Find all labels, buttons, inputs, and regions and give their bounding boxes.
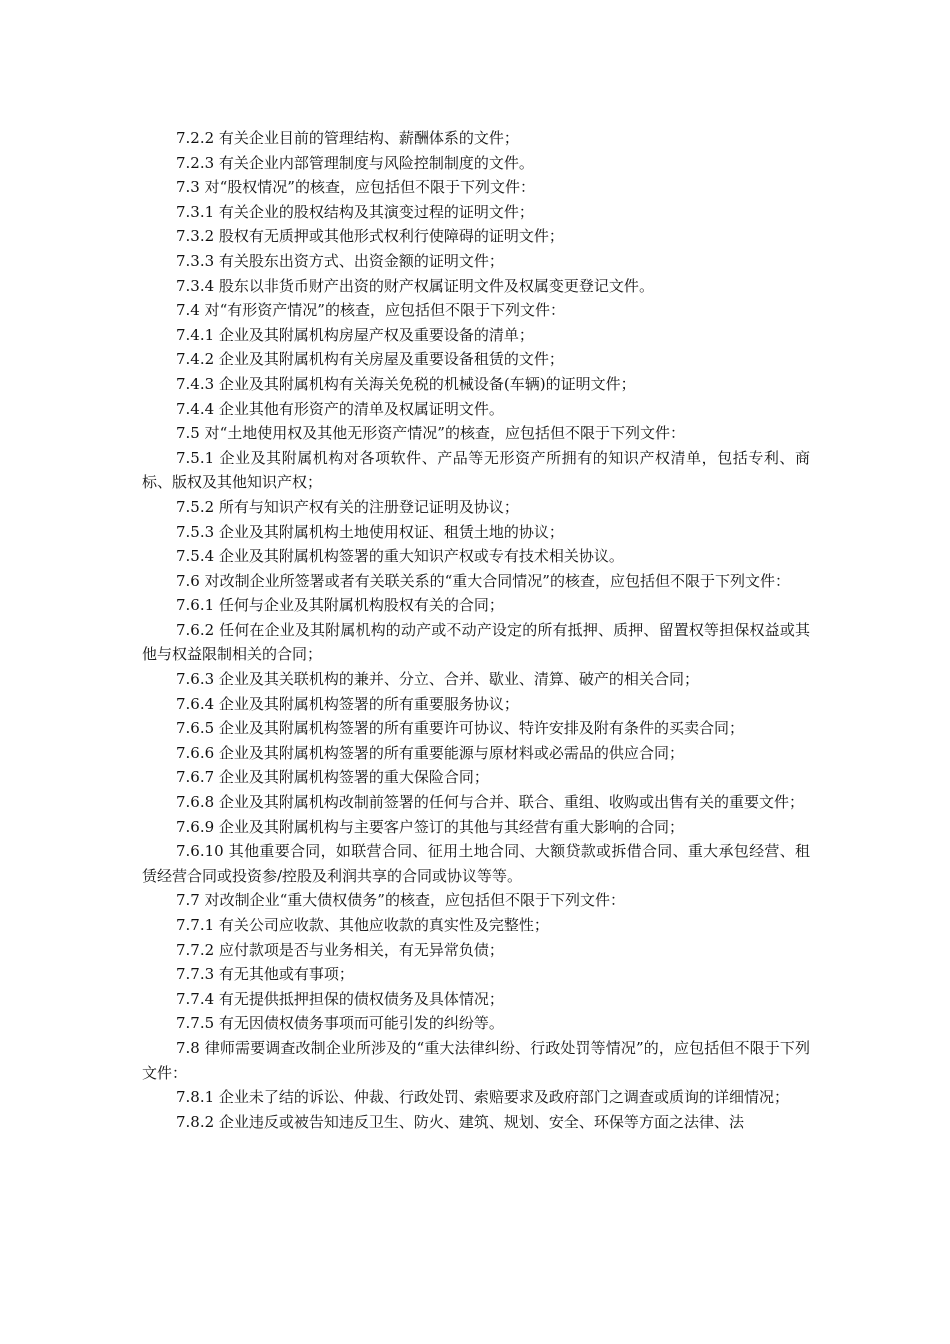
paragraph: 7.8 律师需要调查改制企业所涉及的“重大法律纠纷、行政处罚等情况”的，应包括但不限于下列文件：	[142, 1038, 810, 1082]
paragraph: 7.4.2 企业及其附属机构有关房屋及重要设备租赁的文件；	[176, 350, 564, 369]
paragraph: 7.6.8 企业及其附属机构改制前签署的任何与合并、联合、重组、收购或出售有关的重要文件；	[176, 793, 804, 812]
paragraph: 7.5.3 企业及其附属机构土地使用权证、租赁土地的协议；	[176, 522, 564, 541]
paragraph: 7.4.3 企业及其附属机构有关海关免税的机械设备(车辆)的证明文件；	[176, 374, 636, 393]
paragraph: 7.6.6 企业及其附属机构签署的所有重要能源与原材料或必需品的供应合同；	[176, 743, 684, 762]
paragraph: 7.2.3 有关企业内部管理制度与风险控制制度的文件。	[176, 153, 534, 172]
paragraph: 7.7.1 有关公司应收款、其他应收款的真实性及完整性；	[176, 916, 549, 934]
paragraph: 7.6.5 企业及其附属机构签署的所有重要许可协议、特许安排及附有条件的买卖合同；	[176, 719, 744, 738]
paragraph: 7.5.2 所有与知识产权有关的注册登记证明及协议；	[176, 497, 519, 516]
paragraph: 7.3.3 有关股东出资方式、出资金额的证明文件；	[176, 251, 504, 270]
paragraph: 7.3.4 股东以非货币财产出资的财产权属证明文件及权属变更登记文件。	[176, 276, 654, 295]
paragraph: 7.2.2 有关企业目前的管理结构、薪酬体系的文件；	[176, 129, 519, 147]
paragraph: 7.3.2 股权有无质押或其他形式权利行使障碍的证明文件；	[176, 227, 564, 246]
paragraph: 7.4 对“有形资产情况”的核查，应包括但不限于下列文件：	[176, 301, 565, 320]
paragraph: 7.7.2 应付款项是否与业务相关，有无异常负债；	[176, 940, 504, 959]
paragraph: 7.6.3 企业及其关联机构的兼并、分立、合并、歇业、清算、破产的相关合同；	[176, 670, 699, 689]
paragraph: 7.3 对“股权情况”的核查，应包括但不限于下列文件：	[176, 178, 535, 197]
paragraph: 7.6.7 企业及其附属机构签署的重大保险合同；	[176, 768, 489, 787]
paragraph: 7.6.10 其他重要合同，如联营合同、征用土地合同、大额贷款或拆借合同、重大承包经营、租赁经营合同或投资参/控股及利润共享的合同或协议等等。	[142, 842, 810, 885]
paragraph: 7.5.1 企业及其附属机构对各项软件、产品等无形资产所拥有的知识产权清单，包括专利、商标、版权及其他知识产权；	[142, 448, 810, 492]
paragraph: 7.5 对“土地使用权及其他无形资产情况”的核查，应包括但不限于下列文件：	[176, 424, 685, 443]
paragraph: 7.8.1 企业未了结的诉讼、仲裁、行政处罚、索赔要求及政府部门之调查或质询的详细情况；	[176, 1088, 789, 1107]
paragraph: 7.7.5 有无因债权债务事项而可能引发的纠纷等。	[176, 1014, 504, 1033]
paragraph: 7.7.4 有无提供抵押担保的债权债务及具体情况；	[176, 989, 504, 1008]
paragraph: 7.6.2 任何在企业及其附属机构的动产或不动产设定的所有抵押、质押、留置权等担保权益或其他与权益限制相关的合同；	[142, 620, 810, 664]
paragraph: 7.7 对改制企业“重大债权债务”的核查，应包括但不限于下列文件：	[176, 891, 625, 910]
paragraph: 7.7.3 有无其他或有事项；	[176, 965, 354, 984]
paragraph: 7.8.2 企业违反或被告知违反卫生、防火、建筑、规划、安全、环保等方面之法律、法	[176, 1112, 744, 1131]
paragraph: 7.5.4 企业及其附属机构签署的重大知识产权或专有技术相关协议。	[176, 547, 624, 566]
paragraph: 7.6.4 企业及其附属机构签署的所有重要服务协议；	[176, 694, 519, 713]
paragraph: 7.4.1 企业及其附属机构房屋产权及重要设备的清单；	[176, 325, 534, 344]
paragraph: 7.4.4 企业其他有形资产的清单及权属证明文件。	[176, 399, 504, 418]
paragraph: 7.6 对改制企业所签署或者有关联关系的“重大合同情况”的核查，应包括但不限于下列文件：	[176, 571, 790, 590]
paragraph: 7.6.1 任何与企业及其附属机构股权有关的合同；	[176, 596, 504, 615]
document-body	[142, 126, 810, 1134]
paragraph: 7.6.9 企业及其附属机构与主要客户签订的其他与其经营有重大影响的合同；	[176, 817, 684, 836]
paragraph: 7.3.1 有关企业的股权结构及其演变过程的证明文件；	[176, 202, 534, 221]
